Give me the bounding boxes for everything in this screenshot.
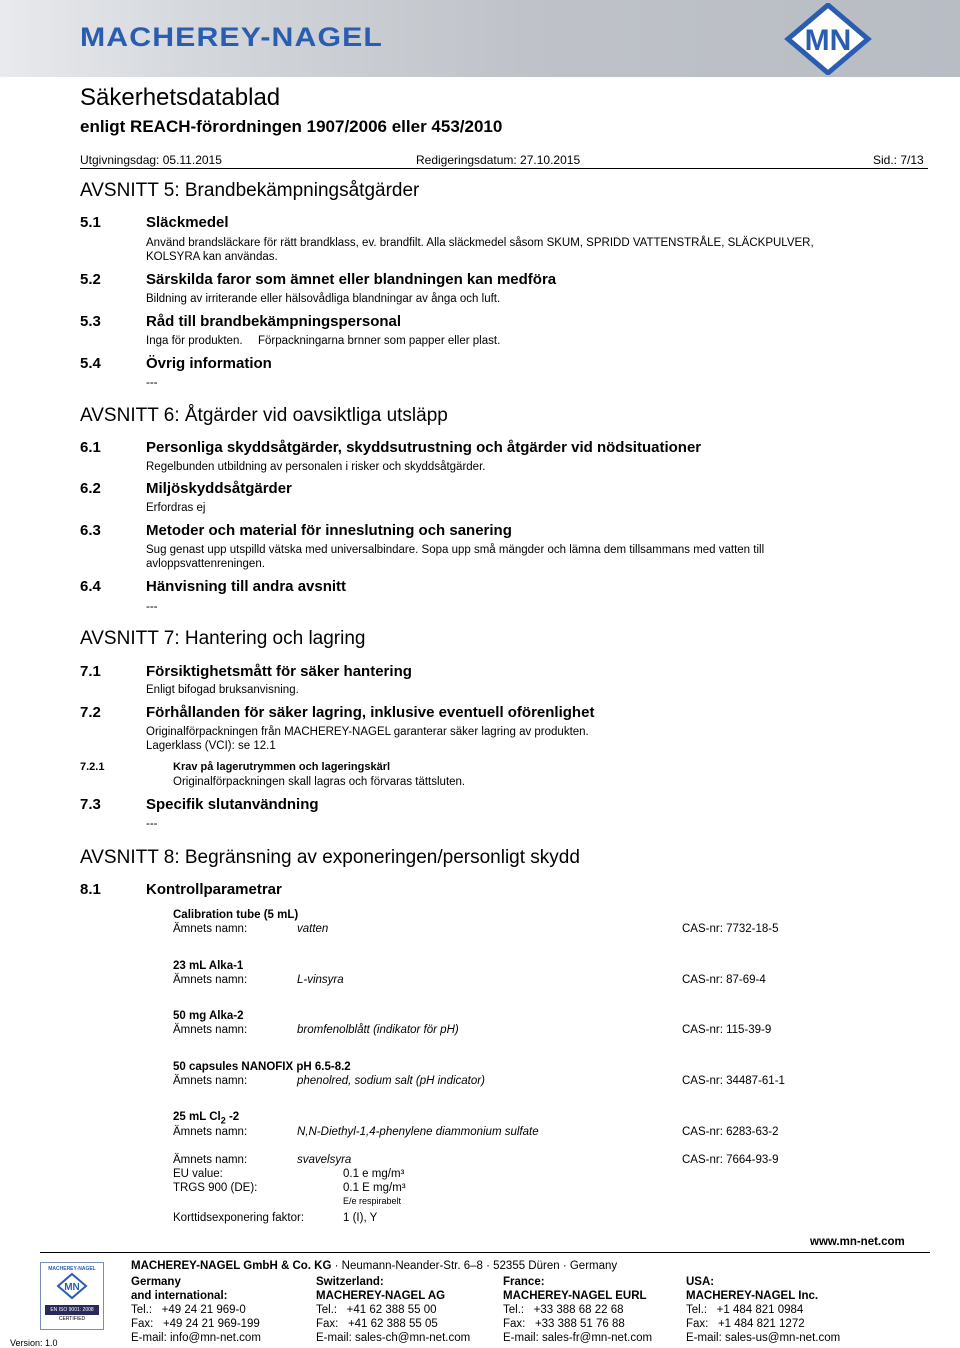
iso-certificate-badge — [40, 1262, 104, 1330]
paragraph: Enligt bifogad bruksanvisning. — [146, 684, 299, 696]
section-5-title: AVSNITT 5: Brandbekämpningsåtgärder — [80, 180, 420, 201]
paragraph: --- — [146, 818, 158, 830]
substance-name: phenolred, sodium salt (pH indicator) — [297, 1075, 485, 1087]
component-group: 50 capsules NANOFIX pH 6.5-8.2 — [173, 1061, 351, 1073]
section-number: 5.2 — [80, 271, 101, 288]
subsection-heading: Förhållanden för säker lagring, inklusive eventuell oförenlighet — [146, 704, 595, 721]
subsection-heading: Särskilda faror som ämnet eller blandningen kan medföra — [146, 271, 557, 288]
cas-number: CAS-nr: 7664-93-9 — [682, 1154, 779, 1166]
section-7-title: AVSNITT 7: Hantering och lagring — [80, 628, 366, 649]
footer-col-france: France: MACHEREY-NAGEL EURL Tel.: +33 388 68 22 68 Fax: +33 388 51 76 88 E-mail: sales-fr@mn-net.com — [503, 1276, 653, 1344]
company-line: MACHEREY-NAGEL GmbH & Co. KG · Neumann-Neander-Str. 6–8 · 52355 Düren · Germany — [131, 1260, 618, 1272]
page-subtitle: enligt REACH-förordningen 1907/2006 eller 453/2010 — [80, 117, 503, 136]
section-number: 5.1 — [80, 214, 101, 231]
page-number: Sid.: 7/13 — [873, 153, 924, 167]
component-group: Calibration tube (5 mL) — [173, 909, 299, 921]
subsection-heading: Övrig information — [146, 355, 272, 372]
mn-logo-small — [41, 1272, 103, 1300]
section-number: 7.2.1 — [80, 761, 105, 773]
cas-number: CAS-nr: 115-39-9 — [682, 1024, 772, 1036]
cas-number: CAS-nr: 34487-61-1 — [682, 1075, 785, 1087]
substance-name: L-vinsyra — [297, 974, 344, 986]
paragraph: Originalförpackningen skall lagras och förvaras tättsluten. — [173, 776, 466, 788]
subsection-heading: Släckmedel — [146, 214, 229, 231]
cert-brand: MACHEREY-NAGEL — [48, 1266, 96, 1272]
subsection-heading: Personliga skyddsåtgärder, skyddsutrustning och åtgärder vid nödsituationer — [146, 439, 702, 456]
cert-standard: EN ISO 9001: 2008 — [45, 1305, 99, 1315]
paragraph: --- — [146, 377, 158, 389]
component-group: 50 mg Alka-2 — [173, 1010, 244, 1022]
subsection-heading: Krav på lagerutrymmen och lageringskärl — [173, 761, 391, 773]
paragraph: Använd brandsläckare för rätt brandklass, ev. brandfilt. Alla släckmedel såsom SKUM, SPRIDD VATTENSTRÅLE, SLÄCKPULVER, — [146, 237, 814, 249]
header-rule — [80, 168, 928, 169]
substance-name: N,N-Diethyl-1,4-phenylene diammonium sulfate — [297, 1126, 539, 1138]
footer-col-usa: USA: MACHEREY-NAGEL Inc. Tel.: +1 484 821 0984 Fax: +1 484 821 1272 E-mail: sales-us@mn-net.com — [686, 1276, 841, 1344]
issue-date: Utgivningsdag: 05.11.2015 — [80, 153, 222, 167]
footer-rule — [40, 1252, 930, 1253]
substance-label: Ämnets namn: — [173, 923, 248, 935]
subsection-heading: Specifik slutanvändning — [146, 796, 319, 813]
section-number: 6.1 — [80, 439, 101, 456]
page-title: Säkerhetsdatablad — [80, 84, 281, 111]
cert-mn: MN — [64, 1282, 80, 1293]
website-link[interactable]: www.mn-net.com — [810, 1236, 905, 1248]
cas-number: CAS-nr: 87-69-4 — [682, 974, 766, 986]
substance-label: Ämnets namn: — [173, 1154, 248, 1166]
paragraph: Erfordras ej — [146, 502, 206, 514]
brand-name: MACHEREY-NAGEL — [80, 22, 383, 52]
short-term-value: 1 (I), Y — [343, 1212, 378, 1224]
substance-label: Ämnets namn: — [173, 1024, 248, 1036]
component-group: 23 mL Alka-1 — [173, 960, 244, 972]
footer-col-germany: Germany and international: Tel.: +49 24 21 969-0 Fax: +49 24 21 969-199 E-mail: info@mn-net.com — [131, 1276, 261, 1344]
subsection-heading: Metoder och material för inneslutning och sanering — [146, 522, 512, 539]
short-term-label: Korttidsexponering faktor: — [173, 1212, 305, 1224]
revision-date: Redigeringsdatum: 27.10.2015 — [416, 153, 581, 167]
subsection-heading: Miljöskyddsåtgärder — [146, 480, 292, 497]
substance-label: Ämnets namn: — [173, 1126, 248, 1138]
section-number: 6.2 — [80, 480, 101, 497]
substance-name: svavelsyra — [297, 1154, 352, 1166]
eu-value-label: EU value: — [173, 1168, 223, 1180]
paragraph: Lagerklass (VCI): se 12.1 — [146, 740, 276, 752]
substance-name: vatten — [297, 923, 329, 935]
section-number: 5.4 — [80, 355, 101, 372]
paragraph: KOLSYRA kan användas. — [146, 251, 278, 263]
section-6-title: AVSNITT 6: Åtgärder vid oavsiktliga utsläpp — [80, 405, 448, 426]
trgs-note: E/e respirabelt — [343, 1196, 402, 1206]
logo-text: MN — [804, 24, 852, 57]
subsection-heading: Försiktighetsmått för säker hantering — [146, 663, 412, 680]
substance-label: Ämnets namn: — [173, 974, 248, 986]
paragraph: Inga för produkten. — [146, 335, 243, 347]
section-number: 7.1 — [80, 663, 101, 680]
cas-number: CAS-nr: 6283-63-2 — [682, 1126, 779, 1138]
section-number: 6.3 — [80, 522, 101, 539]
cert-certified: CERTIFIED — [58, 1316, 86, 1322]
version-label: Version: 1.0 — [10, 1338, 58, 1348]
subsection-heading: Råd till brandbekämpningspersonal — [146, 313, 402, 330]
section-number: 5.3 — [80, 313, 101, 330]
paragraph: --- — [146, 601, 158, 613]
cas-number: CAS-nr: 7732-18-5 — [682, 923, 779, 935]
component-group: 25 mL $Cl_2$ -2 — [173, 1111, 240, 1126]
subsection-heading: Kontrollparametrar — [146, 881, 282, 898]
paragraph: Sug genast upp utspilld vätska med universalbindare. Sopa upp små mängder och lämna dem tillsammans med vatten till — [146, 544, 765, 556]
paragraph: Originalförpackningen från MACHEREY-NAGEL garanterar säker lagring av produkten. — [146, 726, 589, 738]
section-8-title: AVSNITT 8: Begränsning av exponeringen/personligt skydd — [80, 847, 580, 868]
section-number: 6.4 — [80, 578, 101, 595]
mn-logo — [782, 3, 874, 75]
eu-value: 0.1 e mg/m³ — [343, 1168, 405, 1180]
section-number: 7.3 — [80, 796, 101, 813]
paragraph: Bildning av irriterande eller hälsovådliga blandningar av ånga och luft. — [146, 293, 501, 305]
paragraph: Regelbunden utbildning av personalen i risker och skyddsåtgärder. — [146, 461, 486, 473]
trgs-value: 0.1 E mg/m³ — [343, 1182, 406, 1194]
subsection-heading: Hänvisning till andra avsnitt — [146, 578, 347, 595]
footer-col-switzerland: Switzerland: MACHEREY-NAGEL AG Tel.: +41 62 388 55 00 Fax: +41 62 388 55 05 E-mail: sales-ch@mn-net.com — [316, 1276, 471, 1344]
paragraph: avloppsvattenreningen. — [146, 558, 265, 570]
substance-name: bromfenolblått (indikator för pH) — [297, 1024, 459, 1036]
section-number: 8.1 — [80, 881, 101, 898]
paragraph: Förpackningarna brnner som papper eller plast. — [258, 335, 501, 347]
trgs-label: TRGS 900 (DE): — [173, 1182, 258, 1194]
substance-label: Ämnets namn: — [173, 1075, 248, 1087]
section-number: 7.2 — [80, 704, 101, 721]
